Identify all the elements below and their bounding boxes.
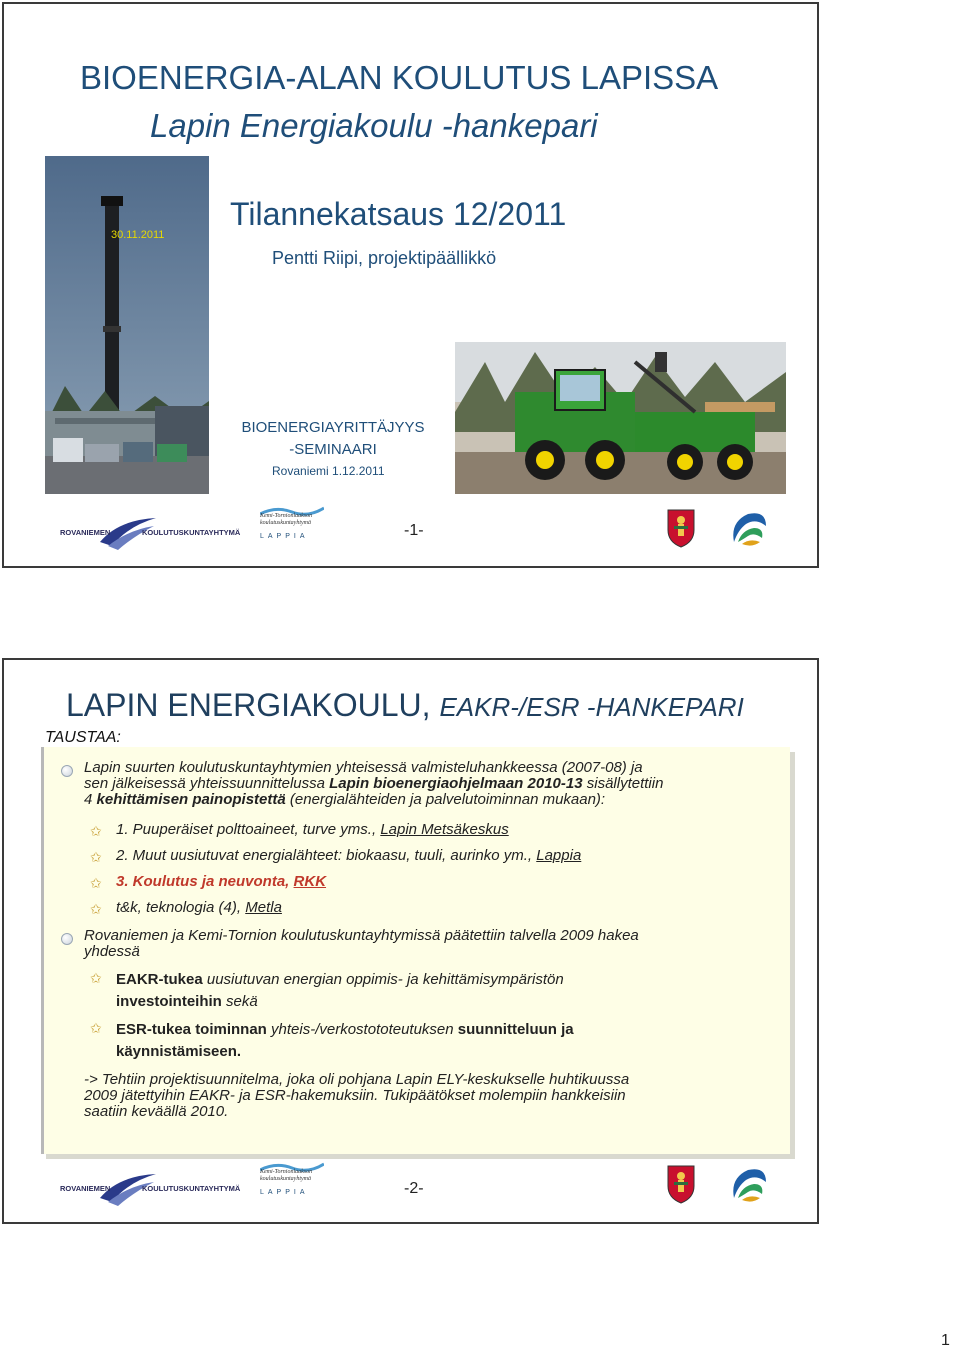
link-metla: Metla [245, 899, 282, 916]
slide-2-page-number: -2- [404, 1180, 424, 1197]
lapland-coat-of-arms-icon [666, 1164, 696, 1204]
ely-logo-icon [728, 508, 768, 548]
title-line-1: BIOENERGIA-ALAN KOULUTUS LAPISSA [80, 59, 719, 96]
title-main: LAPIN ENERGIAKOULU, [66, 687, 431, 723]
seminar-title [228, 417, 438, 461]
list-item: t&k, teknologia (4), Metla [116, 899, 282, 916]
ely-logo-icon [728, 1164, 768, 1204]
link-metsakeskus: Lapin Metsäkeskus [380, 821, 509, 838]
lappia-logo: Kemi-Tornionlaakson koulutuskuntayhtymä LAPPIA [260, 1162, 324, 1202]
lapland-coat-of-arms-icon [666, 508, 696, 548]
bullet-dot-icon [61, 933, 73, 945]
seminar-line-1: BIOENERGIAYRITTÄJYYS [241, 419, 425, 436]
forest-machine-photo [455, 342, 786, 494]
title-line-2: Lapin Energiakoulu -hankepari [150, 106, 598, 144]
rovaniemi-koulutuskuntayhtyma-logo: ROVANIEMEN KOULUTUSKUNTAYHTYMÄ [56, 514, 246, 554]
list-item: 2. Muut uusiutuvat energialähteet: biokaasu, tuuli, aurinko ym., Lappia [116, 847, 582, 864]
author-line: Pentti Riipi, projektipäällikkö [272, 248, 497, 268]
slide-1-page-number: -1- [404, 522, 424, 539]
star-bullet-icon: ✩ [90, 970, 102, 986]
bullet-dot-icon [61, 765, 73, 777]
slide-2 [2, 658, 819, 1224]
star-bullet-icon: ✩ [90, 849, 102, 865]
title-small: EAKR-/ESR -HANKEPARI [439, 692, 744, 722]
rovaniemi-koulutuskuntayhtyma-logo: ROVANIEMEN KOULUTUSKUNTAYHTYMÄ [56, 1170, 246, 1210]
chimney-photo [45, 156, 209, 494]
link-rkk: RKK [293, 873, 327, 890]
slide-1-subtitle: Tilannekatsaus 12/2011 [230, 196, 567, 232]
slide-2-title [66, 687, 744, 724]
star-bullet-icon: ✩ [90, 823, 102, 839]
lappia-logo: Kemi-Tornionlaakson koulutuskuntayhtymä LAPPIA [260, 506, 324, 546]
document-page-number: 1 [941, 1332, 950, 1349]
link-lappia: Lappia [536, 847, 582, 864]
event-date: Rovaniemi 1.12.2011 [272, 464, 385, 478]
section-heading: TAUSTAA: [45, 729, 121, 746]
list-item: 1. Puuperäiset polttoaineet, turve yms., Lapin Metsäkeskus [116, 821, 509, 838]
paragraph-2: Rovaniemen ja Kemi-Tornion koulutuskuntayhtymissä päätettiin talvella 2009 hakea yhdessä [84, 927, 639, 960]
star-bullet-icon: ✩ [90, 1020, 102, 1036]
star-bullet-icon: ✩ [90, 901, 102, 917]
slide-1-title [80, 54, 780, 150]
list-item: EAKR-tukea uusiutuvan energian oppimis- ja kehittämisympäristön investointeihin sekä [116, 971, 564, 1010]
slide-1 [2, 2, 819, 568]
photo-date: 30.11.2011 [111, 229, 165, 241]
list-item: 3. Koulutus ja neuvonta, RKK [116, 873, 327, 890]
paragraph-3: -> Tehtiin projektisuunnitelma, joka oli pohjana Lapin ELY-keskukselle huhtikuussa 2009 jätettyihin EAKR- ja ESR-hakemuksiin. Tukipäätökset molempiin hankkeisiin saatiin keväällä 2010. [84, 1071, 630, 1120]
list-item: ESR-tukea toiminnan yhteis-/verkostototeutuksen suunnitteluun ja käynnistämiseen. [116, 1021, 574, 1060]
paragraph-1: Lapin suurten koulutuskuntayhtymien yhteisessä valmisteluhankkeessa (2007-08) ja sen jälkeisessä yhteissuunnittelussa Lapin bioenergiaohjelmaan 2010-13 sisällytettiin 4 kehittämisen painopistettä (energialähteiden ja palvelutoiminnan mukaan): [84, 759, 664, 808]
seminar-line-2: -SEMINAARI [289, 441, 377, 458]
star-bullet-icon: ✩ [90, 875, 102, 891]
